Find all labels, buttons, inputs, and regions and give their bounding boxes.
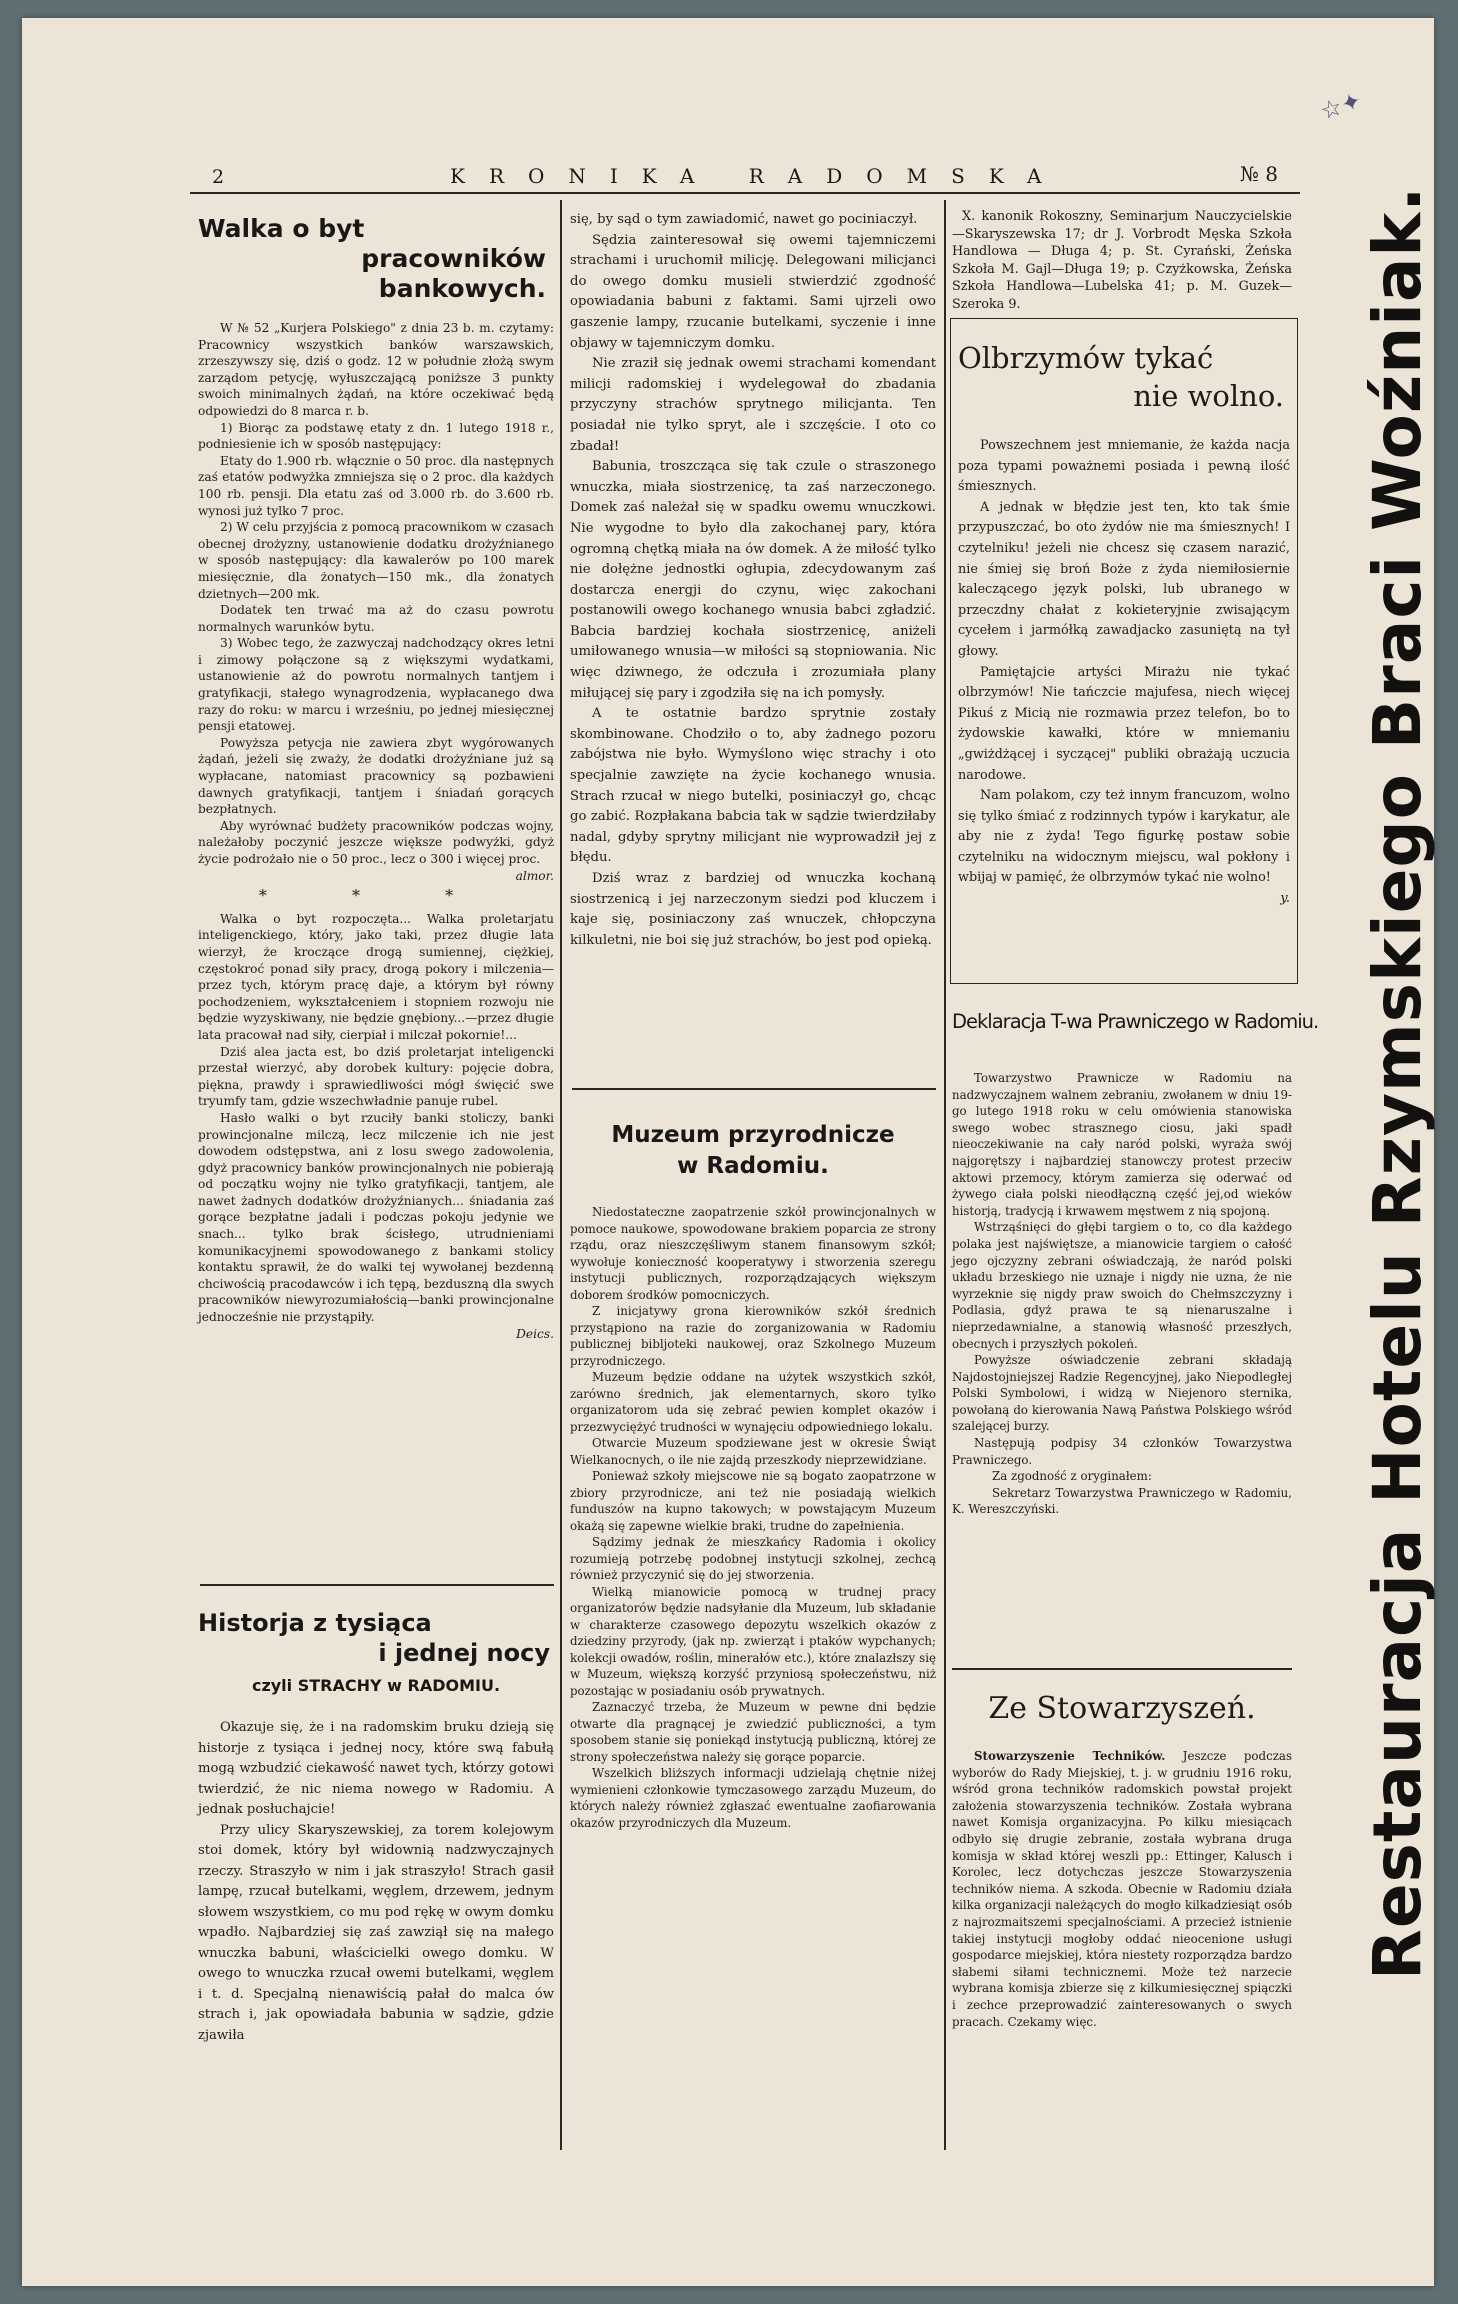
paragraph: Wstrząśnięci do głębi targiem o to, co dla każdego polaka jest najświętsze, a mianowicie targiem o całość jego ojczyzny zebrani oświadczają, że naród polski układu brzeskiego nie uznaje i nigdy nie uzna, że nie wyrzeknie się nigdy praw swoich do Chełmszczyzny i Podlasia, gdyż prawa te są nienaruszalne i nieprzedawnialne, a stanowią własność przeszłych, obecnych i przyszłych pokoleń. bbox=[952, 1220, 1292, 1351]
paragraph: Babunia, troszcząca się tak czule o straszonego wnuczka, miała siostrzenicę, ta zaś narzeczonego. Domek zaś należał się w spadku owemu wnuczkowi. Nie wygodne to było dla zakochanej pary, która ogromną chętką miała na ów domek. A że miłość tylko nie dołężne jednostki ogłupia, zdecydowanym zaś dostarcza energji do czynu, więc zakochani postanowili owego kochanego wnusia babci zgładzić. Babcia bardziej kochała siostrzenicę, aniżeli umiłowanego wnusia—w miłości są stopniowania. Nic więc dziwnego, że odczuła i zrozumiała plany miłującej się pary i zgodziła się na ich pomysły. bbox=[570, 459, 936, 701]
paragraph: A te ostatnie bardzo sprytnie zostały skombinowane. Chodziło o to, aby żadnego pozoru zabójstwa nie było. Wymyślono więc strachy i oto specjalnie zawzięte na życie kochanego wnusia. Strach rzucał w niego butelki, posiniaczył go, chcąc go zabić. Rozpłakana babcia tak w sądzie twierdziłaby nadal, gdyby sprytny milicjant nie wyprowadził jej z błędu. bbox=[570, 706, 936, 866]
article-subtitle: czyli STRACHY w RADOMIU. bbox=[251, 1676, 501, 1695]
museum-contacts bbox=[952, 208, 1292, 313]
article-divider bbox=[952, 1668, 1292, 1670]
article-title: Deklaracja T-wa Prawniczego w Radomiu. bbox=[952, 1010, 1319, 1033]
paragraph: Następują podpisy 34 członków Towarzystwa Prawniczego. bbox=[952, 1436, 1292, 1467]
issue-number: № 8 bbox=[1240, 162, 1279, 186]
article-title-line1: Walka o byt bbox=[198, 214, 365, 243]
article-title-line2: nie wolno. bbox=[1133, 379, 1284, 413]
article-olbrzymow bbox=[958, 340, 1290, 910]
article-divider bbox=[200, 1584, 554, 1586]
column-divider-1 bbox=[560, 200, 562, 2150]
paragraph: 3) Wobec tego, że zazwyczaj nadchodzący okres letni i zimowy połączone są z większymi wydatkami, ustanowienie aż do powrotu normalnych tantjem i gratyfikacji, stałego wynagrodzenia, wypłacanego dwa razy do roku: w marcu i wrześniu, po jednej miesięcznej pensji etatowej. bbox=[198, 636, 554, 734]
paragraph: A jednak w błędzie jest ten, kto tak śmie przypuszczać, bo oto żydów nie ma śmiesznych! I czytelniku! jeżeli nie chcesz się czasem narazić, nie śmiej się broń Boże z żyda niemiłosiernie kaleczącego język polski, lub ubranego w przeczdny chałat z kokieteryjnie zwisającym cycełem i jarmółką zawadjacko zasuniętą na tył głowy. bbox=[958, 499, 1290, 659]
lead-heading: Stowarzyszenie Techników. bbox=[974, 1749, 1166, 1763]
section-stars: * * * bbox=[258, 886, 494, 906]
paragraph: Dziś alea jacta est, bo dziś proletarjat inteligencki przestał wierzyć, aby dorobek kultury: pojęcie dobra, piękna, prawdy i sprawiedliwości mógł święcić swe tryumfy tam, gdzie wszechwładnie panuje rubel. bbox=[198, 1044, 554, 1109]
paragraph: Z inicjatywy grona kierowników szkół średnich przystąpiono na razie do zorganizowania w Radomiu publicznej bibljoteki naukowej, oraz Szkolnego Muzeum przyrodniczego. bbox=[570, 1304, 936, 1368]
column-divider-2 bbox=[944, 200, 946, 2150]
paragraph: Niedostateczne zaopatrzenie szkół prowincjonalnych w pomoce naukowe, spowodowane brakiem poparcia ze strony rządu, oraz nieszczęśliwym stanem finansowym szkół; wywołuje konieczność kooperatywy i stworzenia szeregu instytucji publicznych, rozporządzających większym doborem środków pomocniczych. bbox=[570, 1205, 936, 1302]
library-stamp-icon: ☆✦ bbox=[1316, 86, 1365, 126]
article-strachy bbox=[198, 1608, 554, 2046]
paragraph: Przy ulicy Skaryszewskiej, za torem kolejowym stoi domek, który był widownią nadzwyczajnych rzeczy. Straszyło w nim i jak straszyło! Strach gasił lampę, rzucał butelkami, węglem, drzewem, jednym słowem wszystkiem, co mu pod rękę w owym domku wpadło. Najbardziej się zaś zawziął się na małego wnuczka babuni, właścicielki owego domku. W owego to wnuczka rzucał owemi butelkami, węglem i t. d. Specjalną nienawiścią pałał do malca ów strach i, jak opowiadała babunia w sądzie, gdzie zjawiła bbox=[198, 1822, 554, 2043]
paragraph: Powyższe oświadczenie zebrani składają Najdostojniejszej Radzie Regencyjnej, jako Niepodległej Polski Symbolowi, i widzą w Niejenoro sternika, powołaną do kierowania Nawą Państwa Polskiego wśród szalejącej burzy. bbox=[952, 1353, 1292, 1434]
paragraph: Dodatek ten trwać ma aż do czasu powrotu normalnych warunków bytu. bbox=[198, 603, 554, 634]
article-title-line1: Historja z tysiąca bbox=[198, 1609, 432, 1637]
signature: Deics. bbox=[516, 1326, 554, 1341]
article-title-line2: i jednej nocy bbox=[378, 1639, 550, 1667]
paragraph: Hasło walki o byt rzuciły banki stoliczy, banki prowincjonalne milczą, lecz milczenie ich nie jest dowodem odstępstwa, ani z losu swego zadowolenia, gdyż pracownicy banków prowincjonalnych nie pobierają od początku wojny nie tylko gratyfikacji, tantjem, ale nawet żadnych dodatków drożyźnianych... śniadania zaś gorące bezpłatne jadali i podczas pokoju jedynie we snach... tylko brak ścisłego, utrudnieniami komunikacyjnemi spowodowanego z bankami stolicy kontaktu sprawił, że do walki tej wywołanej bezdenną chciwością pracodawców i ich tępą, bezduszną dla swych pracowników niewyrozumiałością—banki prowincjonalne jednocześnie nie przystąpiły. bbox=[198, 1110, 554, 1325]
article-stowarzyszen bbox=[952, 1688, 1292, 2030]
signature: almor. bbox=[515, 868, 554, 883]
paragraph: Ponieważ szkoły miejscowe nie są bogato zaopatrzone w zbiory przyrodnicze, ani też nie posiadają wielkich funduszów na kupno takowych; w powstającym Muzeum okażą się zapewne wielkie braki, trudne do zapełnienia. bbox=[570, 1469, 936, 1533]
paragraph: Nam polakom, czy też innym francuzom, wolno się tylko śmiać z rodzinnych typów i karykatur, ale aby nie z żyda! Tego figurkę postaw sobie czytelniku na widocznym miejscu, wal pokłony i wbijaj w pamięć, że olbrzymów tykać nie wolno! bbox=[958, 788, 1290, 886]
article-strachy-continued bbox=[570, 210, 936, 951]
masthead-rule bbox=[190, 192, 1300, 194]
paragraph: Dziś wraz z bardziej od wnuczka kochaną siostrzenicą i jej narzeczonym siedzi pod kluczem i kaje się, posiniaczony zaś wnuczek, chłopczyna kilkuletni, nie boi się już strachów, bo jest pod opieką. bbox=[570, 871, 936, 948]
masthead bbox=[190, 160, 1300, 190]
paragraph: W № 52 „Kurjera Polskiego" z dnia 23 b. m. czytamy: Pracownicy wszystkich banków warszawskich, zrzeszywszy się, dziś o godz. 12 w południe złożą swym zarządom petycję, wyłuszczającą poniższe 3 punkty swoich minimalnych żądań, na które oczekiwać będą odpowiedzi do 8 marca r. b. bbox=[198, 321, 554, 418]
article-title: Ze Stowarzyszeń. bbox=[988, 1691, 1256, 1726]
paragraph: Wielką mianowicie pomocą w trudnej pracy organizatorów będzie nadsyłanie dla Muzeum, lub składanie w charakterze czasowego depozytu wszelkich okazów z dziedziny przyrody, (jak np. zwierząt i ptaków wypchanych; kolekcji owadów, roślin, minerałów etc.), które znalazłszy się w Muzeum, większą korzyść przyniosą społeczeństwu, niż pozostając w posiadaniu osób prywatnych. bbox=[570, 1584, 936, 1698]
paragraph: Okazuje się, że i na radomskim bruku dzieją się historje z tysiąca i jednej nocy, które swą fabułą mogą wzbudzić ciekawość nawet tych, którzy gotowi twierdzić, że nic niema nowego w Radomiu. A jednak posłuchajcie! bbox=[198, 1720, 554, 1817]
paragraph: Walka o byt rozpoczęta... Walka proletarjatu inteligenckiego, który, jako taki, przez długie lata wierzył, że kroczące drogą sumiennej, ciężkiej, częstokroć ponad siły pracy, drogą pokory i milczenia—przez tych, którym pracę daje, a którym był równy pochodzeniem, wykształceniem i stopniem rozwoju nie będzie wyzyskiwany, nie będzie gnębiony...—przez długie lata pracował nad siły, cierpiał i milczał pokornie!... bbox=[198, 911, 554, 1042]
article-title-line1: Olbrzymów tykać bbox=[958, 341, 1214, 375]
paragraph: Towarzystwo Prawnicze w Radomiu na nadzwyczajnem walnem zebraniu, zwołanem w dniu 19-go lutego 1918 roku w celu omówienia stanowiska swego wobec strasznego ciosu, jaki spadł nieoczekiwanie na cały naród polski, wyraża swój najgorętszy i najbardziej stanowczy protest przeciw aktowi przemocy, którym zamierza się oderwać od żywego ciała polski nieodłączną część jej,od wieków historją, tradycją i krwawem męstwem z nią spojoną. bbox=[952, 1071, 1292, 1218]
paragraph: 2) W celu przyjścia z pomocą pracownikom w czasach obecnej drożyzny, ustanowienie dodatku drożyźnianego w sposób następujący: dla kawalerów po 100 marek miesięcznie, dla żonatych—150 mk., dla żonatych dzietnych—200 mk. bbox=[198, 520, 554, 601]
paragraph: Sądzimy jednak że mieszkańcy Radomia i okolicy rozumieją potrzebę podobnej instytucji szkolnej, zechcą również przyczynić się do jej stworzenia. bbox=[570, 1535, 936, 1582]
vertical-advertisement: Restauracja Hotelu Rzymskiego Braci Woźniak. bbox=[1359, 185, 1436, 1980]
museum-contact-list: X. kanonik Rokoszny, Seminarjum Nauczycielskie—Skaryszewska 17; dr J. Vorbrodt Męska Szkoła Handlowa — Długa 4; p. St. Cyrański, Żeńska Szkoła M. Gajl—Długa 19; p. Czyżkowska, Żeńska Szkoła Handlowa—Lubelska 41; p. M. Guzek—Szeroka 9. bbox=[952, 209, 1292, 312]
article-bank-workers bbox=[198, 214, 554, 1342]
paragraph: Etaty do 1.900 rb. włącznie o 50 proc. dla następnych zaś etatów podwyżka zmniejsza się o 2 proc. dla każdych 100 rb. pensji. Dla etatu zaś od 3.000 rb. do 3.600 rb. wynosi już tylko 7 proc. bbox=[198, 453, 554, 518]
signature: y. bbox=[1280, 891, 1290, 907]
article-museum bbox=[570, 1120, 936, 1831]
article-deklaracja bbox=[952, 1004, 1319, 1518]
paragraph: 1) Biorąc za podstawę etaty z dn. 1 lutego 1918 r., podniesienie ich w sposób następujący: bbox=[198, 420, 554, 452]
paragraph: Sędzia zainteresował się owemi tajemniczemi strachami i uruchomił milicję. Delegowani milicjanci do owego domku musieli stwierdzić zgodność opowiadania babuni z faktami. Sami ujrzeli owo gaszenie lampy, rzucanie butelkami, syczenie i inne objawy w tajemniczym domku. bbox=[570, 232, 936, 351]
paragraph: Muzeum będzie oddane na użytek wszystkich szkół, zarówno średnich, jak elementarnych, skoro tylko organizatorom uda się zebrać pewien komplet okazów i przezwyciężyć trudności w wynajęciu odpowiedniego lokalu. bbox=[570, 1370, 936, 1434]
paragraph: Otwarcie Muzeum spodziewane jest w okresie Świąt Wielkanocnych, o ile nie zajdą przeszkody nieprzewidziane. bbox=[570, 1436, 936, 1467]
paragraph: Nie zraził się jednak owemi strachami komendant milicji radomskiej i wydelegował do zbadania przyczyny strachów sprytnego milicjanta. Ten posiadał nie tylko spryt, ale i szczęście. I oto co zbadał! bbox=[570, 356, 936, 454]
page-number: 2 bbox=[212, 166, 225, 188]
paragraph: Aby wyrównać budżety pracowników podczas wojny, należałoby poczynić jeszcze większe podwyżki, gdyż życie podrożało nie o 50 proc., lecz o 300 i więcej proc. bbox=[198, 818, 554, 866]
paragraph: Zaznaczyć trzeba, że Muzeum w pewne dni będzie otwarte dla pragnącej je zwiedzić publiczności, a tym sposobem stanie się poniekąd instytucją publiczną, której ze strony społeczeństwa należy się gorące poparcie. bbox=[570, 1700, 936, 1764]
article-title-line1: Muzeum przyrodnicze bbox=[611, 1122, 895, 1148]
article-title-line2: w Radomiu. bbox=[677, 1153, 829, 1179]
paragraph: się, by sąd o tym zawiadomić, nawet go pociniaczył. bbox=[570, 212, 918, 227]
paragraph: Za zgodność z oryginałem: bbox=[992, 1469, 1152, 1484]
paragraph: Pamiętajcie artyści Mirażu nie tykać olbrzymów! Nie tańczcie majufesa, niech więcej Pikuś z Micią nie rozmawia przez telefon, bo to żydowskie kawałki, które w mniemaniu „gwiżdżącej i syczącej" publiki obrażają uczucia narodowe. bbox=[958, 664, 1290, 783]
paragraph: Jeszcze podczas wyborów do Rady Miejskiej, t. j. w grudniu 1916 roku, wśród grona techników radomskich powstał projekt założenia stowarzyszenia techników. Została wybrana nawet Komisja organizacyjna. Po kilku miesiącach odbyło się drugie zebranie, została wybrana druga komisja w skład której weszli pp.: Ettinger, Kalusch i Korolec, lecz dotychczas jeszcze Stowarzyszenia techników niema. A szkoda. Obecnie w Radomiu działa kilka organizacji należących do mogło kilkadziesiąt osób z najrozmaitszemi specjalnościami. A przecież istnienie takiej instytucji mogłoby oddać nieocenione usługi gospodarce miejskiej, która niestety rozporządza bardzo słabemi siłami technicznemi. Może też narzecie wybrana komisja zbierze się z kilkumiesięcznej spiączki i zechce przeprowadzić zainteresowanych o swych pracach. Czekamy więc. bbox=[952, 1749, 1292, 2029]
paragraph: Sekretarz Towarzystwa Prawniczego w Radomiu, K. Wereszczyński. bbox=[952, 1485, 1292, 1517]
article-divider bbox=[572, 1088, 936, 1090]
paragraph: Wszelkich bliższych informacji udzielają chętnie niżej wymienieni członkowie tymczasowego zarządu Muzeum, do których należy również zgłaszać ewentualne zaofiarowania okazów przyrodniczych dla Muzeum. bbox=[570, 1766, 936, 1830]
article-title-line2: pracowników bankowych. bbox=[361, 244, 546, 303]
paragraph: Powszechnem jest mniemanie, że każda nacja poza typami poważnemi posiada i pewną ilość śmiesznych. bbox=[958, 438, 1290, 495]
newspaper-title: KRONIKA RADOMSKA bbox=[450, 164, 1066, 188]
paragraph: Powyższa petycja nie zawiera zbyt wygórowanych żądań, jeżeli się zważy, że dodatki drożyźniane już są wypłacane, natomiast pracownicy są pozbawieni dawnych gratyfikacji, tantjem i śniadań gorących bezpłatnych. bbox=[198, 735, 554, 817]
